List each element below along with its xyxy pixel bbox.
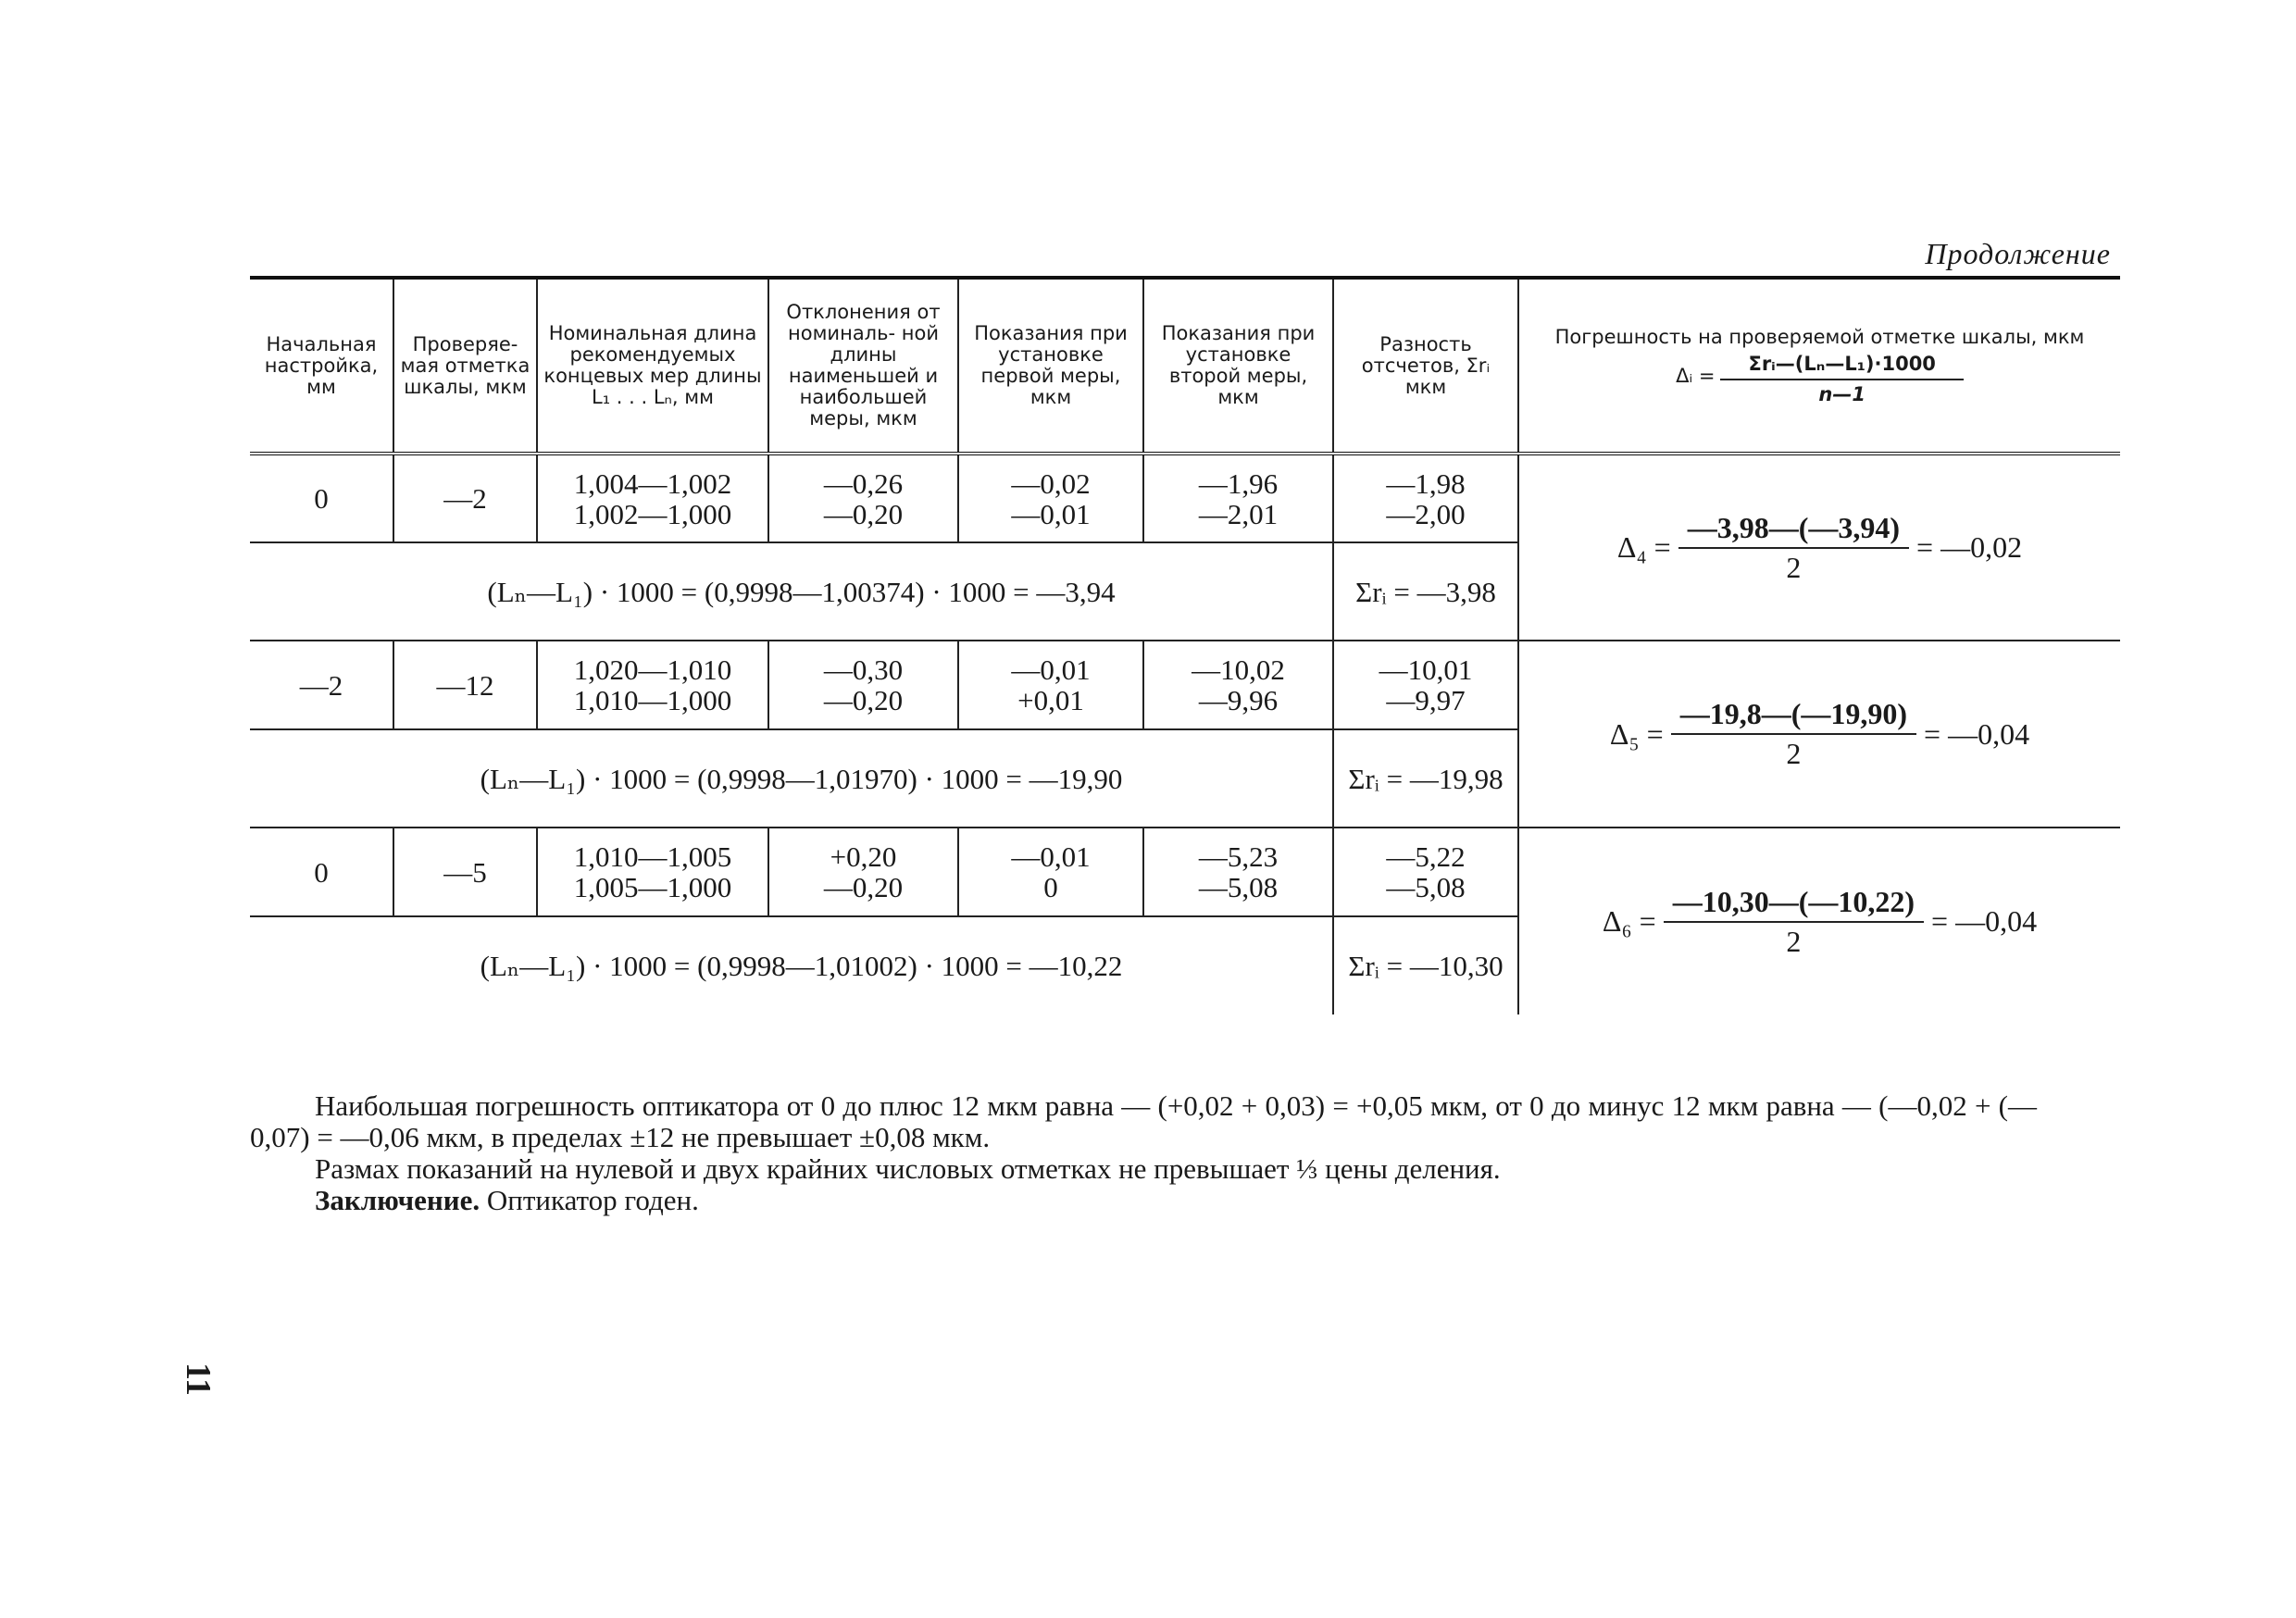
nominal-line-2: 1,005—1,000 — [573, 871, 732, 903]
header-error-numerator: Σrᵢ—(Lₙ—L₁)·1000 — [1720, 354, 1963, 380]
cell-difference — [1333, 454, 1518, 542]
cell-deviation — [768, 641, 958, 729]
cell-initial: 0 — [250, 454, 393, 542]
calibration-table — [250, 276, 2120, 1014]
difference-line-2: —5,08 — [1386, 871, 1466, 903]
cell-difference — [1333, 828, 1518, 916]
cell-mark: —5 — [393, 828, 537, 916]
difference-line-2: —9,97 — [1386, 684, 1466, 716]
delta-formula — [1616, 510, 2023, 584]
difference-line-1: —10,01 — [1379, 653, 1473, 686]
header-error-denominator: n—1 — [1818, 382, 1866, 405]
deviation-line-1: +0,20 — [830, 840, 897, 873]
conclusion-value: Оптикатор годен. — [480, 1184, 699, 1216]
first-reading-line-2: 0 — [1043, 871, 1058, 903]
delta-numerator: —3,98—(—3,94) — [1678, 513, 1909, 549]
table-row-group-1 — [250, 454, 2120, 542]
first-reading-line-2: —0,01 — [1011, 497, 1091, 530]
header-initial-setting: Начальная настройка, мм — [250, 278, 393, 454]
length-formula: (Lₙ—L₁) · 1000 = (0,9998—1,01002) · 1000 = —10,22 — [250, 916, 1333, 1014]
difference-sum: Σrᵢ = —10,30 — [1333, 916, 1518, 1014]
cell-error-result — [1518, 454, 2120, 641]
delta-result: = —0,04 — [1924, 716, 2030, 751]
second-reading-line-2: —5,08 — [1198, 871, 1279, 903]
cell-deviation — [768, 828, 958, 916]
cell-nominal — [537, 641, 768, 729]
conclusion-text — [250, 1090, 2037, 1216]
cell-deviation — [768, 454, 958, 542]
delta-result: = —0,04 — [1931, 904, 2038, 938]
second-reading-line-1: —10,02 — [1192, 653, 1285, 686]
cell-initial: —2 — [250, 641, 393, 729]
deviation-line-1: —0,30 — [823, 653, 904, 686]
delta-fraction — [1678, 510, 1909, 584]
header-row — [250, 278, 2120, 454]
delta-denominator: 2 — [1786, 737, 1802, 770]
delta-formula — [1602, 884, 2038, 958]
deviation-line-1: —0,26 — [823, 467, 904, 500]
header-error-formula — [1676, 348, 1964, 405]
cell-initial: 0 — [250, 828, 393, 916]
difference-sum: Σrᵢ = —3,98 — [1333, 542, 1518, 641]
cell-error-result — [1518, 641, 2120, 828]
difference-sum: Σrᵢ = —19,98 — [1333, 729, 1518, 828]
conclusion-label: Заключение. — [315, 1184, 480, 1216]
delta-lhs: Δ₄ = — [1616, 530, 1671, 564]
first-reading-line-2: +0,01 — [1017, 684, 1084, 716]
header-error-lhs: Δᵢ = — [1676, 365, 1716, 387]
delta-numerator: —10,30—(—10,22) — [1664, 887, 1924, 923]
table-row-group-3 — [250, 828, 2120, 916]
header-error — [1518, 278, 2120, 454]
first-reading-line-1: —0,02 — [1011, 467, 1091, 500]
nominal-line-2: 1,010—1,000 — [573, 684, 732, 716]
length-formula: (Lₙ—L₁) · 1000 = (0,9998—1,00374) · 1000 = —3,94 — [250, 542, 1333, 641]
header-nominal-length: Номинальная длина рекомендуемых концевых мер длины L₁ . . . Lₙ, мм — [537, 278, 768, 454]
cell-second-reading — [1143, 641, 1333, 729]
difference-line-1: —1,98 — [1386, 467, 1466, 500]
nominal-line-1: 1,004—1,002 — [573, 467, 732, 500]
second-reading-line-2: —2,01 — [1198, 497, 1279, 530]
conclusion-paragraph — [250, 1185, 2037, 1216]
page-number: 11 — [178, 1363, 218, 1396]
delta-denominator: 2 — [1786, 924, 1802, 958]
header-reading-difference: Разность отсчетов, Σrᵢ мкм — [1333, 278, 1518, 454]
delta-lhs: Δ₅ = — [1609, 716, 1664, 751]
cell-error-result — [1518, 828, 2120, 1014]
delta-fraction — [1664, 884, 1924, 958]
deviation-line-2: —0,20 — [823, 871, 904, 903]
deviation-line-2: —0,20 — [823, 684, 904, 716]
delta-numerator: —19,8—(—19,90) — [1671, 699, 1916, 735]
cell-second-reading — [1143, 828, 1333, 916]
header-error-fraction — [1720, 354, 1963, 405]
second-reading-line-1: —5,23 — [1198, 840, 1279, 873]
nominal-line-1: 1,020—1,010 — [573, 653, 732, 686]
cell-first-reading — [958, 641, 1143, 729]
delta-formula — [1610, 699, 2029, 769]
range-paragraph: Размах показаний на нулевой и двух крайних числовых отметках не превышает ⅓ цены деления. — [315, 1152, 1501, 1185]
header-second-reading: Показания при установке второй меры, мкм — [1143, 278, 1333, 454]
cell-first-reading — [958, 454, 1143, 542]
cell-mark: —2 — [393, 454, 537, 542]
difference-line-1: —5,22 — [1386, 840, 1466, 873]
cell-second-reading — [1143, 454, 1333, 542]
delta-lhs: Δ₆ = — [1602, 904, 1656, 938]
first-reading-line-1: —0,01 — [1011, 653, 1091, 686]
max-error-paragraph: Наибольшая погрешность оптикатора от 0 до плюс 12 мкм равна — (+0,02 + 0,03) = +0,05 мкм, от 0 до минус 12 мкм равна — (—0,02 + (—0,07) = —0,06 мкм, в пределах ±12 не превышает ±0,08 мкм. — [250, 1089, 2037, 1153]
delta-denominator: 2 — [1786, 550, 1802, 584]
table-row-group-2 — [250, 641, 2120, 729]
second-reading-line-2: —9,96 — [1198, 684, 1279, 716]
cell-difference — [1333, 641, 1518, 729]
nominal-line-1: 1,010—1,005 — [573, 840, 732, 873]
header-error-title: Погрешность на проверяемой отметке шкалы, мкм — [1554, 325, 2085, 348]
delta-fraction — [1671, 699, 1916, 769]
length-formula: (Lₙ—L₁) · 1000 = (0,9998—1,01970) · 1000 = —19,90 — [250, 729, 1333, 828]
cell-first-reading — [958, 828, 1143, 916]
first-reading-line-1: —0,01 — [1011, 840, 1091, 873]
cell-mark: —12 — [393, 641, 537, 729]
cell-nominal — [537, 828, 768, 916]
second-reading-line-1: —1,96 — [1198, 467, 1279, 500]
continuation-label: Продолжение — [1925, 237, 2111, 270]
calibration-table-wrapper — [250, 276, 2120, 1014]
cell-nominal — [537, 454, 768, 542]
deviation-line-2: —0,20 — [823, 497, 904, 530]
header-deviation: Отклонения от номиналь- ной длины наименьшей и наибольшей меры, мкм — [768, 278, 958, 454]
difference-line-2: —2,00 — [1386, 497, 1466, 530]
nominal-line-2: 1,002—1,000 — [573, 497, 732, 530]
header-checked-mark: Проверяе- мая отметка шкалы, мкм — [393, 278, 537, 454]
header-first-reading: Показания при установке первой меры, мкм — [958, 278, 1143, 454]
delta-result: = —0,02 — [1916, 530, 2023, 564]
